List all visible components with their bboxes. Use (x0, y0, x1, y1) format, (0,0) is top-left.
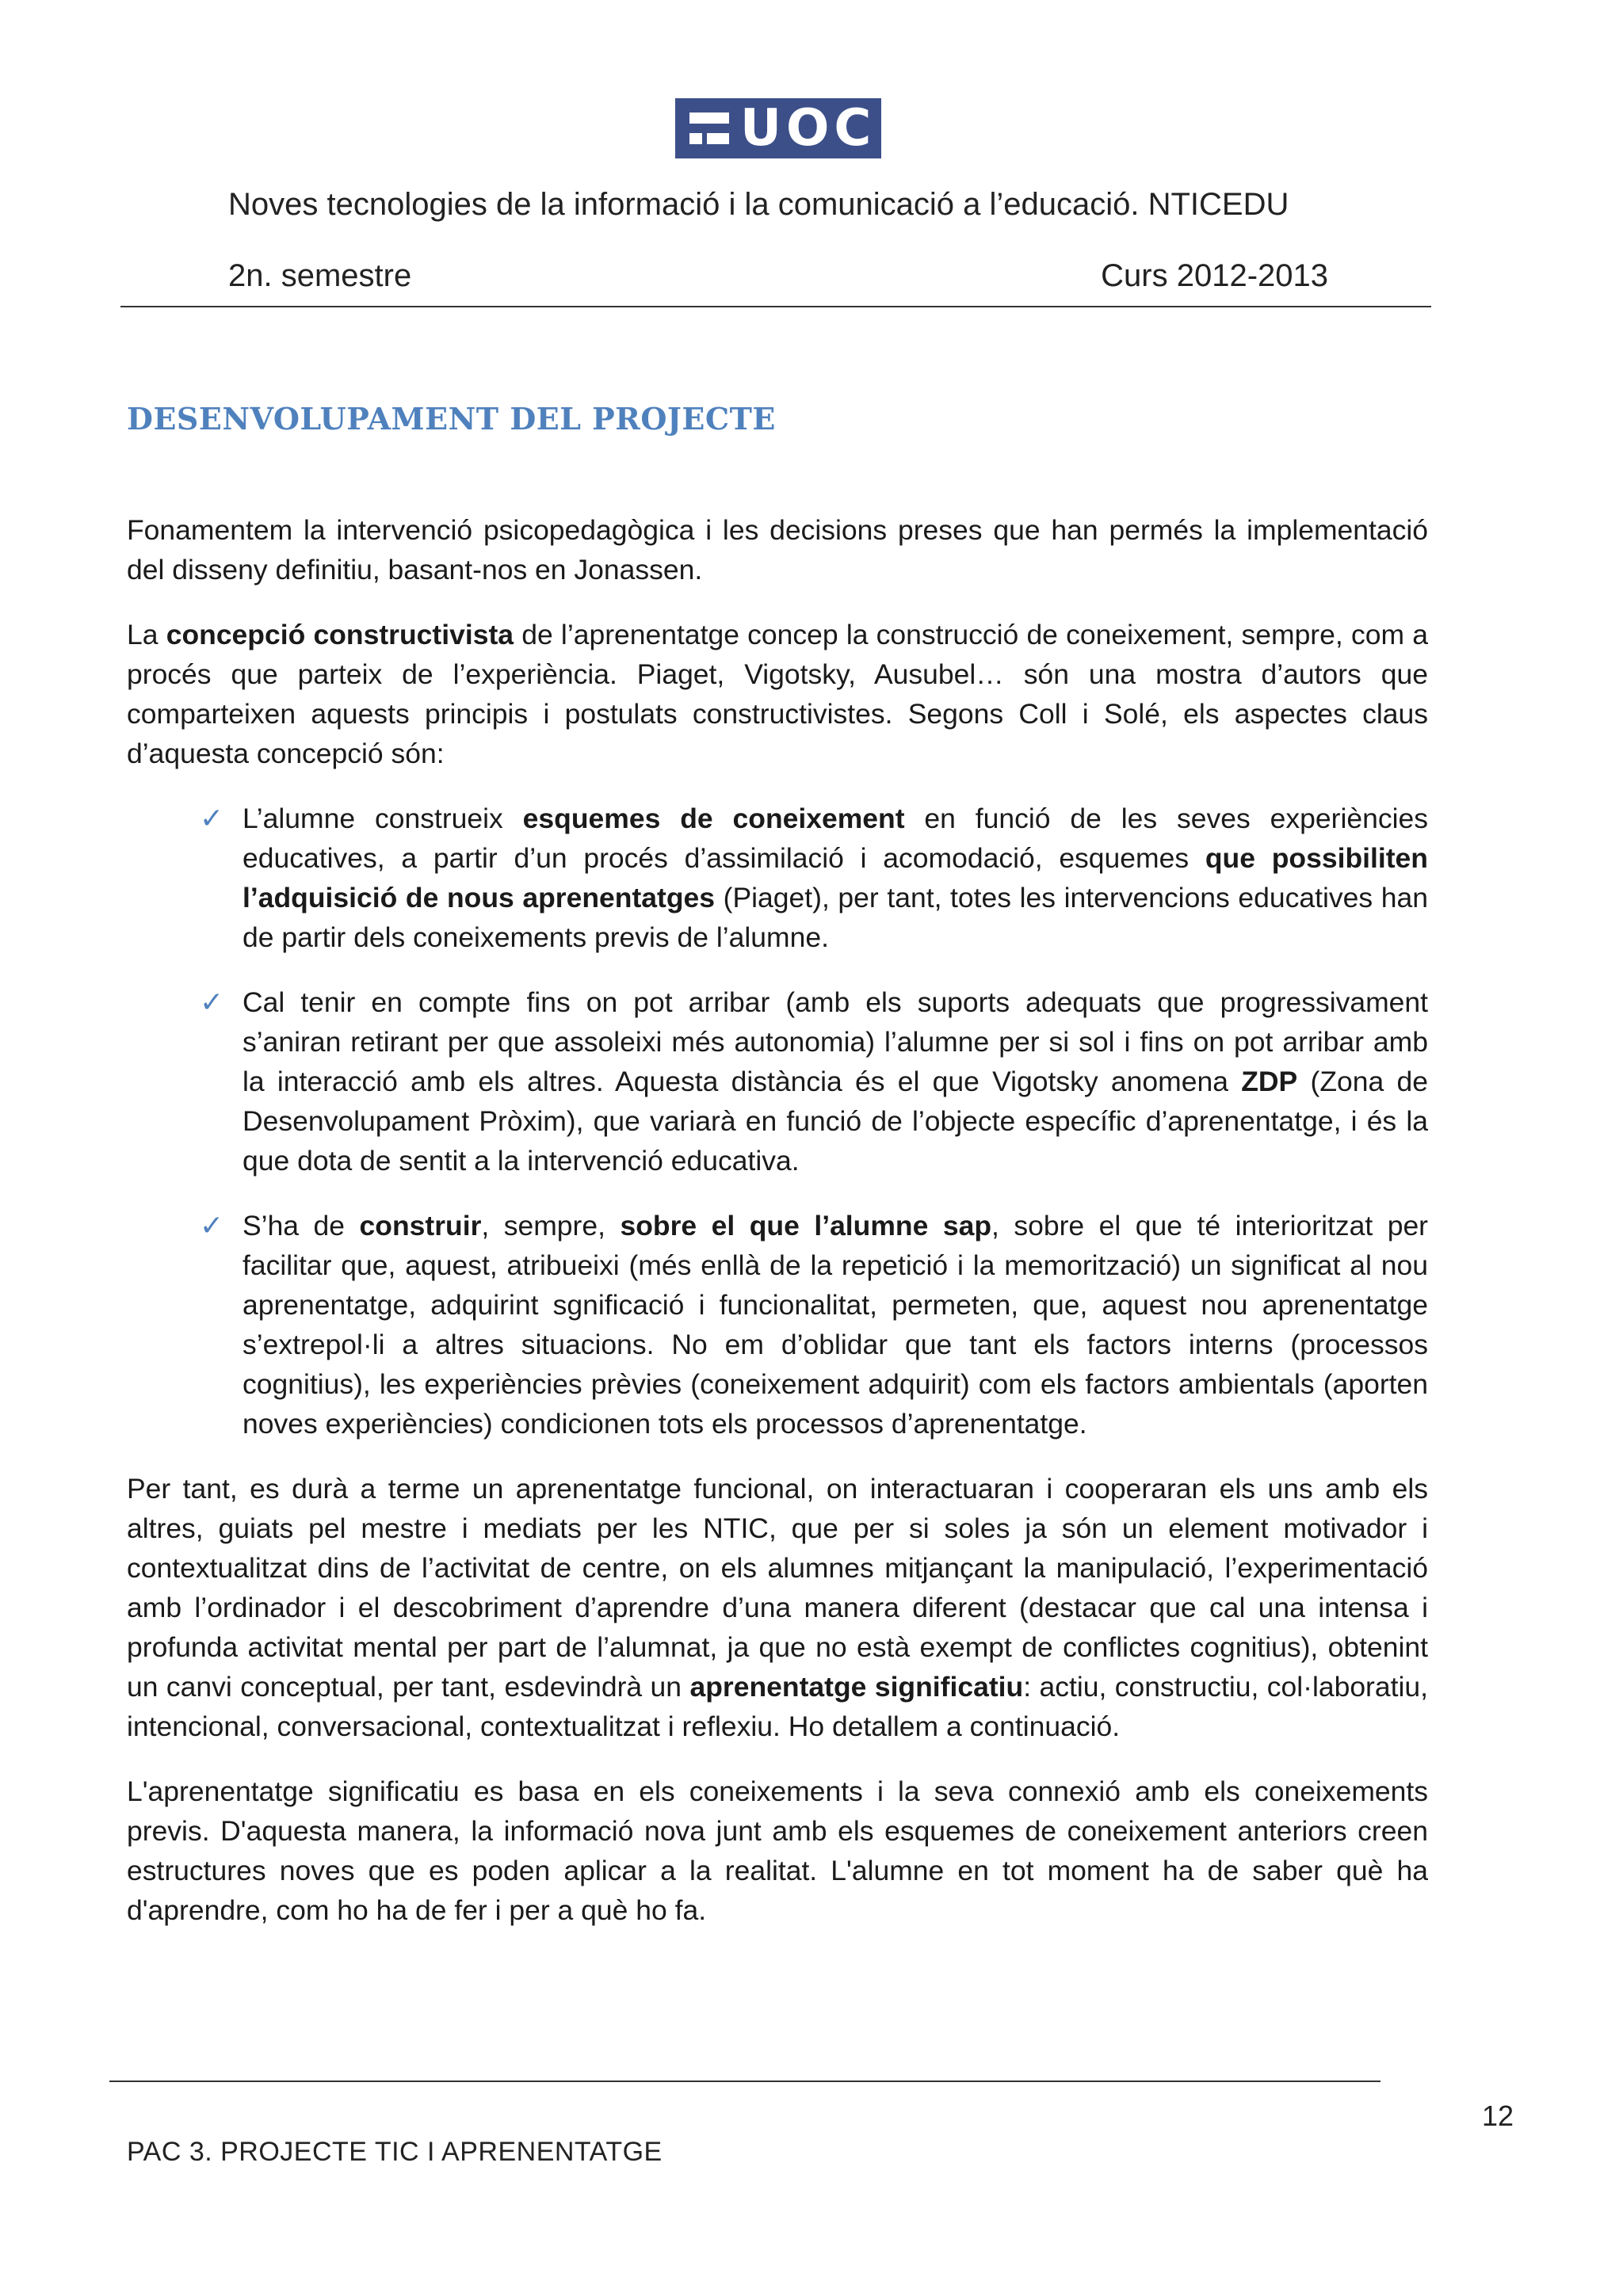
bold-run: construir (359, 1210, 482, 1241)
text-run: (Piaget), per tant, totes les intervencions educatives han de partir dels coneixements previs de l’alumne. (242, 882, 1428, 953)
checkmark-icon: ✓ (200, 802, 224, 834)
text-run: (Zona de Desenvolupament Pròxim), que variarà en funció de l’objecte específic d’aprenentatge, i és la que dota de sentit a la intervenció educativa. (242, 1066, 1428, 1177)
bold-run: aprenentatge significatiu (689, 1671, 1024, 1703)
checklist (127, 799, 1428, 1444)
text-run: Per tant, es durà a terme un aprenentatge funcional, on interactuaran i cooperaran els uns amb els altres, guiats pel mestre i mediats per les NTIC, que per si soles ja són un element motivador i contextualitzat dins de l’activitat de centre, on els alumnes mitjançant la manipulació, l’experimentació amb l’ordinador i el descobriment d’aprendre d’una manera diferent (destacar que cal una intensa i profunda activitat mental per part de l’alumnat, ja que no està exempt de conflictes cognitius), obtenint un canvi conceptual, per tant, esdevindrà un (127, 1473, 1428, 1703)
bold-run: sobre el que l’alumne sap (620, 1210, 992, 1241)
header-title: Noves tecnologies de la informació i la comunicació a l’educació. NTICEDU (228, 187, 1289, 222)
page-number: 12 (1482, 2100, 1514, 2132)
footer-text: PAC 3. PROJECTE TIC I APRENENTATGE (127, 2137, 663, 2167)
text-run: , sobre el que té interioritzat per facilitar que, aquest, atribueixi (més enllà de la repetició i la memorització) un significat al nou aprenentatge, adquirint sgnificació i funcionalitat, permeten, que, aquest nou aprenentatge s’extrepol·li a altres situacions. No em d’oblidar que tant els factors interns (processos cognitius), les experiències prèvies (coneixement adquirit) com els factors ambientals (aporten noves experiències) condicionen tots els processos d’aprenentatge. (242, 1210, 1429, 1440)
document-body (127, 510, 1428, 1955)
checklist-item (127, 1206, 1428, 1444)
text-run: en funció de les seves experiències educatives, a partir d’un procés d’assimilació i acomodació, esquemes (242, 803, 1428, 874)
text-run: La (127, 619, 166, 650)
text-run: de l’aprenentatge concep la construcció de coneixement, sempre, com a procés que parteix de l’experiència. Piaget, Vigotsky, Ausubel… són una mostra d’autors que comparteixen aquests principis i postulats constructivistes. Segons Coll i Solé, els aspectes claus d’aquesta concepció són: (127, 619, 1428, 769)
bold-run: que possibiliten l’adquisició de nous aprenentatges (242, 842, 1428, 913)
logo-mark-bar (689, 113, 729, 124)
text-run: , sempre, (481, 1210, 621, 1241)
paragraph-meaningful-learning: L'aprenentatge significatiu es basa en els coneixements i la seva connexió amb els coneixements previs. D'aquesta manera, la informació nova junt amb els esquemes de coneixement anteriors creen estructures noves que es poden aplicar a la realitat. L'alumne en tot moment ha de saber què ha d'aprendre, com ho ha de fer i per a què ho fa. (127, 1775, 1428, 1926)
text-run: L’alumne construeix (242, 803, 523, 834)
header-course: Curs 2012-2013 (1101, 258, 1328, 293)
section-title: DESENVOLUPAMENT DEL PROJECTE (127, 401, 776, 437)
checkmark-icon: ✓ (200, 1209, 224, 1241)
footer-divider (109, 2081, 1381, 2082)
checklist-item (127, 799, 1428, 957)
logo-text: UOC (740, 99, 876, 158)
bold-run: esquemes de coneixement (522, 803, 905, 834)
header-semester: 2n. semestre (228, 258, 412, 293)
checkmark-icon: ✓ (200, 986, 224, 1018)
header-divider (120, 306, 1431, 307)
paragraph-functional-learning (127, 1469, 1428, 1746)
text-run: Cal tenir en compte fins on pot arribar (amb els suports adequats que progressivament s’aniran retirant per que assoleixi més autonomia) l’alumne per si sol i fins on pot arribar amb la interacció amb els altres. Aquesta distància és el que Vigotsky anomena (242, 986, 1428, 1097)
checklist-item (127, 982, 1428, 1180)
bold-run: ZDP (1241, 1066, 1298, 1097)
paragraph-constructivism (127, 615, 1428, 773)
paragraph-intro: Fonamentem la intervenció psicopedagògica i les decisions preses que han permés la implementació del disseny definitiu, basant-nos en Jonassen. (127, 514, 1428, 585)
text-run: : actiu, constructiu, col·laboratiu, intencional, conversacional, contextualitzat i reflexiu. Ho detallem a continuació. (127, 1671, 1428, 1742)
uoc-logo (675, 98, 881, 158)
logo-mark-dot (689, 133, 702, 144)
logo-mark-line (707, 133, 729, 144)
bold-run: concepció constructivista (166, 619, 514, 650)
text-run: S’ha de (242, 1210, 360, 1241)
